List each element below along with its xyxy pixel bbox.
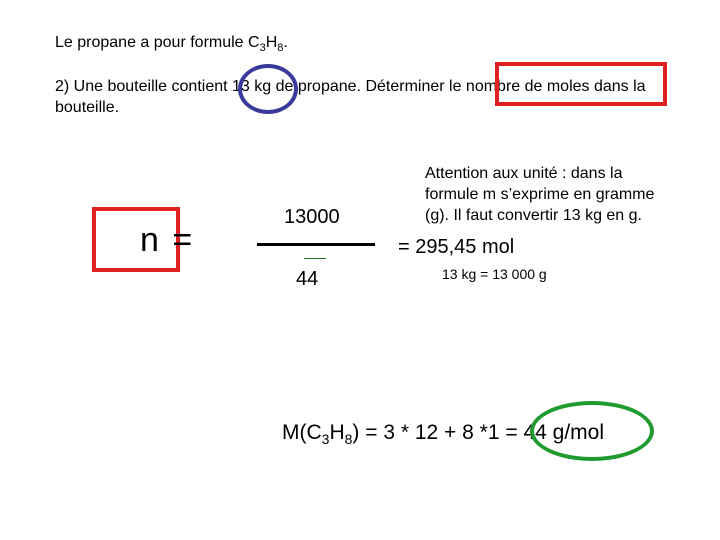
red-box-annotation-nombre (495, 62, 667, 106)
intro-formula-text: Le propane a pour formule $C_3H_8$. (55, 34, 288, 55)
units-note-text: Attention aux unité : dans la formule m s’exprime en gramme (g). Il faut convertir 13 kg en g. (425, 165, 655, 224)
fraction-bar (257, 243, 375, 246)
question-text: 2) Une bouteille contient 13 kg de propane. Déterminer le nombre de moles dans la bouteille. (55, 78, 646, 116)
conversion-text: 13 kg = 13 000 g (442, 266, 547, 282)
fraction-numerator: 13000 (284, 206, 340, 228)
green-circle-annotation-44gmol (530, 401, 654, 461)
equation-lhs: n = (140, 221, 195, 259)
molar-mass-formula: $M(C_3H_8) = 3 * 12 + 8$ *1 = 44 g/mol (282, 421, 605, 448)
blue-circle-annotation-13kg (238, 64, 298, 114)
fraction-small-mark (304, 258, 326, 259)
fraction-denominator: 44 (296, 268, 319, 290)
equation-result: = 295,45 mol (398, 236, 515, 258)
